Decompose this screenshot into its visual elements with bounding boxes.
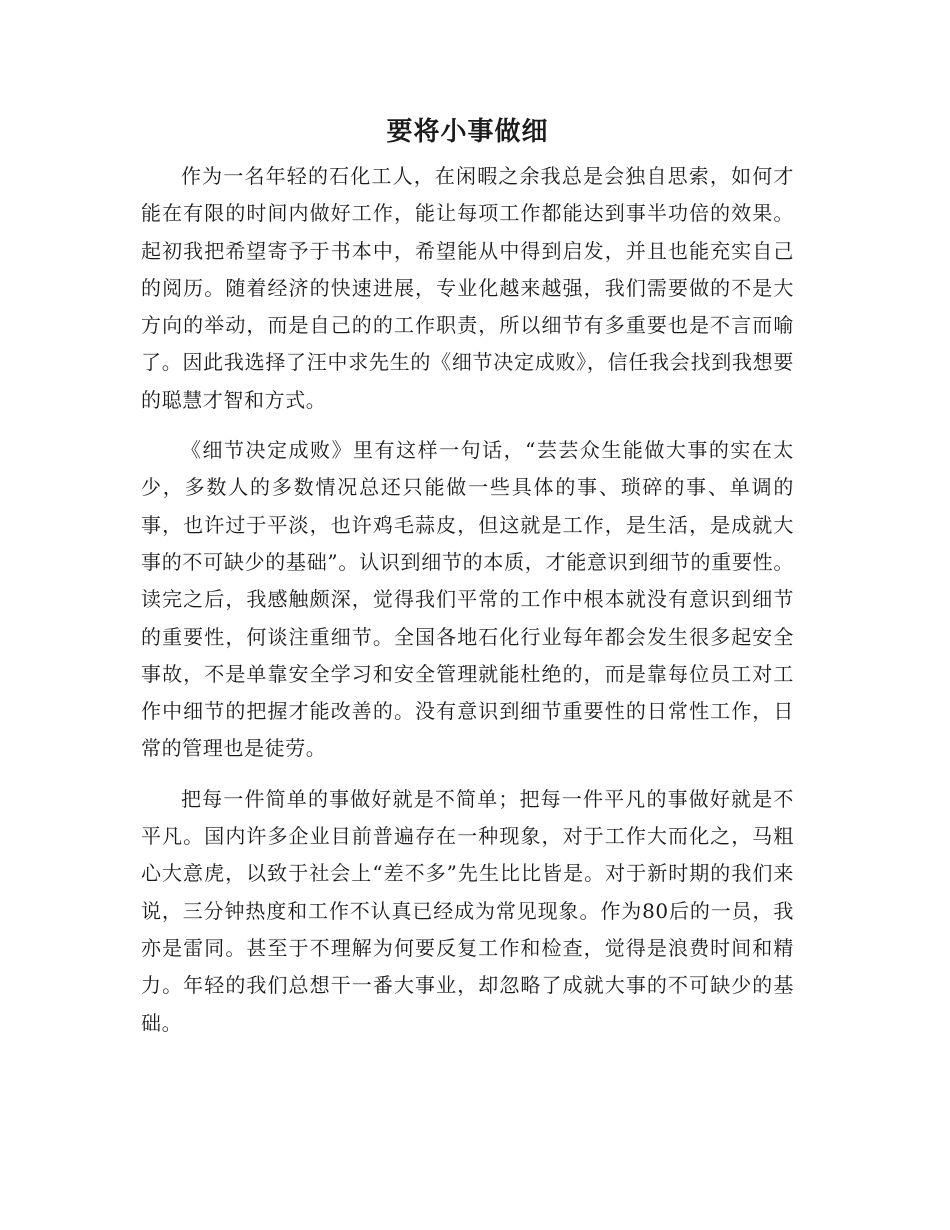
paragraph-3: 把每一件简单的事做好就是不简单；把每一件平凡的事做好就是不平凡。国内许多企业目前普遍存在一种现象，对于工作大而化之，马粗心大意虎，以致于社会上“差不多”先生比比皆是。对于新时期的我们来说，三分钟热度和工作不认真已经成为常见现象。作为80后的一员，我亦是雷同。甚至于不理解为何要反复工作和检查，觉得是浪费时间和精力。年轻的我们总想干一番大事业，却忽略了成就大事的不可缺少的基础。 bbox=[141, 786, 794, 1035]
paragraph-2: 《细节决定成败》里有这样一句话，“芸芸众生能做大事的实在太少，多数人的多数情况总还只能做一些具体的事、琐碎的事、单调的事，也许过于平淡，也许鸡毛蒜皮，但这就是工作，是生活，是成就大事的不可缺少的基础”。认识到细节的本质，才能意识到细节的重要性。读完之后，我感触颇深，觉得我们平常的工作中根本就没有意识到细节的重要性，何谈注重细节。全国各地石化行业每年都会发生很多起安全事故，不是单靠安全学习和安全管理就能杜绝的，而是靠每位员工对工作中细节的把握才能改善的。没有意识到细节重要性的日常性工作，日常的管理也是徒劳。 bbox=[141, 438, 794, 761]
document-title: 要将小事做细 bbox=[386, 117, 549, 147]
paragraph-1: 作为一名年轻的石化工人，在闲暇之余我总是会独自思索，如何才能在有限的时间内做好工作，能让每项工作都能达到事半功倍的效果。起初我把希望寄予于书本中，希望能从中得到启发，并且也能充实自己的阅历。随着经济的快速进展，专业化越来越强，我们需要做的不是大方向的举动，而是自己的的工作职责，所以细节有多重要也是不言而喻了。因此我选择了汪中求先生的《细节决定成败》，信任我会找到我想要的聪慧才智和方式。 bbox=[141, 164, 794, 412]
